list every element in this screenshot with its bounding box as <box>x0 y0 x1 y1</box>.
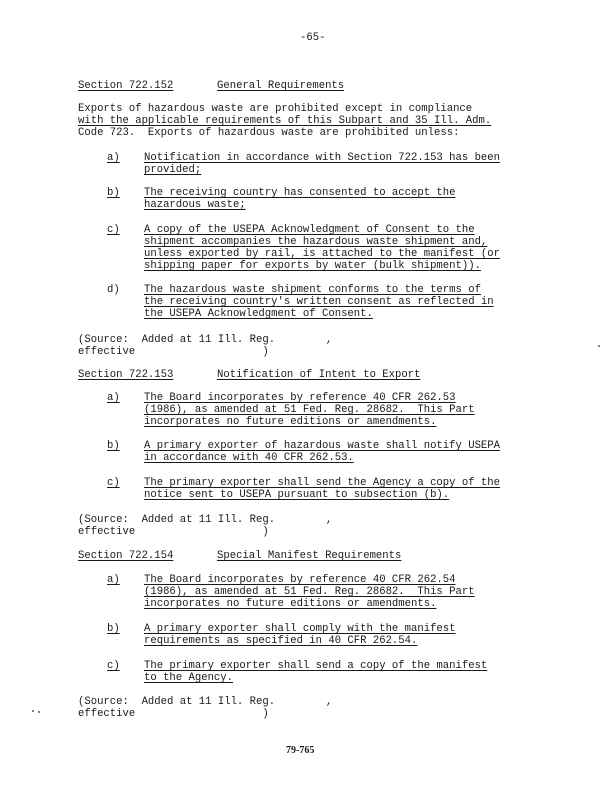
item-label: c) <box>107 477 120 489</box>
source-note: effective ) <box>78 526 269 538</box>
item-label: b) <box>107 187 120 199</box>
source-note: (Source: Added at 11 Ill. Reg. , <box>78 514 333 526</box>
item-line: The primary exporter shall send a copy of the manifest <box>144 660 488 672</box>
item-line: A primary exporter of hazardous waste shall notify USEPA <box>144 440 501 452</box>
item-line: hazardous waste; <box>144 199 246 211</box>
section-number: Section 722.153 <box>78 369 174 381</box>
item-line: shipping paper for exports by water (bulk shipment)). <box>144 260 481 272</box>
item-line: the receiving country's written consent as reflected in <box>144 296 494 308</box>
item-label: d) <box>107 284 120 296</box>
item-line: A primary exporter shall comply with the manifest <box>144 623 456 635</box>
page-number: -65- <box>300 32 326 44</box>
item-line: shipment accompanies the hazardous waste shipment and, <box>144 236 488 248</box>
item-label: c) <box>107 224 120 236</box>
item-label: b) <box>107 440 120 452</box>
item-line: The Board incorporates by reference 40 CFR 262.53 <box>144 392 456 404</box>
section-number: Section 722.152 <box>78 80 174 92</box>
source-note: (Source: Added at 11 Ill. Reg. , <box>78 334 333 346</box>
section-title: Special Manifest Requirements <box>217 550 402 562</box>
item-line: notice sent to USEPA pursuant to subsection (b). <box>144 489 450 501</box>
item-line: The primary exporter shall send the Agency a copy of the <box>144 477 501 489</box>
item-line: incorporates no future editions or amendments. <box>144 416 437 428</box>
intro-line: with the applicable requirements of this Subpart and 35 Ill. Adm. <box>78 115 492 127</box>
item-line: provided; <box>144 164 202 176</box>
item-label: a) <box>107 574 120 586</box>
item-line: A copy of the USEPA Acknowledgment of Consent to the <box>144 224 475 236</box>
item-label: a) <box>107 392 120 404</box>
scan-speck <box>32 710 34 712</box>
page-footer: 79-765 <box>286 745 315 756</box>
scan-speck <box>38 711 40 713</box>
scan-speck <box>598 345 600 347</box>
item-line: unless exported by rail, is attached to the manifest (or <box>144 248 501 260</box>
intro-line: Exports of hazardous waste are prohibited except in compliance <box>78 103 473 115</box>
item-line: The Board incorporates by reference 40 CFR 262.54 <box>144 574 456 586</box>
item-line: requirements as specified in 40 CFR 262.54. <box>144 635 418 647</box>
item-label: b) <box>107 623 120 635</box>
item-line: (1986), as amended at 51 Fed. Reg. 28682. This Part <box>144 404 475 416</box>
item-line: incorporates no future editions or amendments. <box>144 598 437 610</box>
item-label: c) <box>107 660 120 672</box>
item-line: in accordance with 40 CFR 262.53. <box>144 452 354 464</box>
section-title: Notification of Intent to Export <box>217 369 421 381</box>
source-note: (Source: Added at 11 Ill. Reg. , <box>78 696 333 708</box>
item-label: a) <box>107 152 120 164</box>
item-line: Notification in accordance with Section 722.153 has been <box>144 152 501 164</box>
intro-line: Code 723. Exports of hazardous waste are prohibited unless: <box>78 127 460 139</box>
item-line: to the Agency. <box>144 672 234 684</box>
section-title: General Requirements <box>217 80 345 92</box>
item-line: The hazardous waste shipment conforms to the terms of <box>144 284 481 296</box>
source-note: effective ) <box>78 708 269 720</box>
item-line: The receiving country has consented to accept the <box>144 187 456 199</box>
item-line: (1986), as amended at 51 Fed. Reg. 28682. This Part <box>144 586 475 598</box>
item-line: the USEPA Acknowledgment of Consent. <box>144 308 373 320</box>
source-note: effective ) <box>78 346 269 358</box>
section-number: Section 722.154 <box>78 550 174 562</box>
